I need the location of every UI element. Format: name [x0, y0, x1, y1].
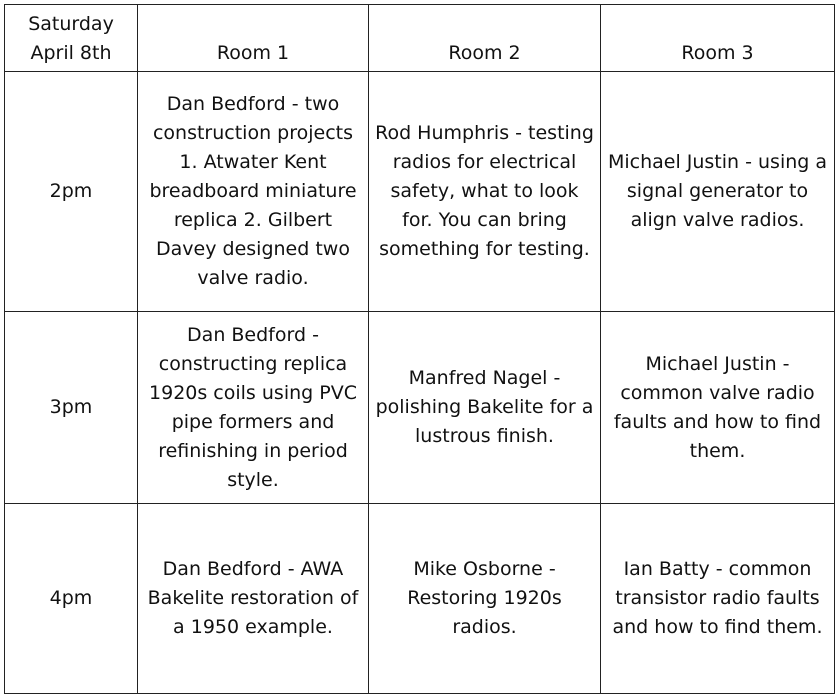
session-cell: Michael Justin - using a signal generator to align valve radios. — [601, 72, 835, 312]
session-cell: Dan Bedford - AWA Bakelite restoration of a 1950 example. — [138, 504, 369, 694]
session-cell: Ian Batty - common transistor radio faults and how to find them. — [601, 504, 835, 694]
date-date: April 8th — [30, 42, 112, 64]
session-cell: Manfred Nagel - polishing Bakelite for a lustrous finish. — [369, 312, 601, 504]
time-cell: 4pm — [5, 504, 138, 694]
table-row — [5, 504, 835, 694]
time-cell: 3pm — [5, 312, 138, 504]
date-header-cell — [5, 5, 138, 72]
session-cell: Dan Bedford - two construction projects 1. Atwater Kent breadboard miniature replica 2. Gilbert Davey designed two valve radio. — [138, 72, 369, 312]
schedule-table — [4, 4, 835, 694]
header-row — [5, 5, 835, 72]
room-1-header: Room 1 — [138, 5, 369, 72]
date-day: Saturday — [28, 13, 114, 35]
session-cell: Dan Bedford - constructing replica 1920s coils using PVC pipe formers and refinishing in period style. — [138, 312, 369, 504]
room-3-header: Room 3 — [601, 5, 835, 72]
table-row — [5, 312, 835, 504]
session-cell: Michael Justin - common valve radio faults and how to find them. — [601, 312, 835, 504]
session-cell: Mike Osborne - Restoring 1920s radios. — [369, 504, 601, 694]
time-cell: 2pm — [5, 72, 138, 312]
session-cell: Rod Humphris - testing radios for electrical safety, what to look for. You can bring something for testing. — [369, 72, 601, 312]
room-2-header: Room 2 — [369, 5, 601, 72]
table-row — [5, 72, 835, 312]
